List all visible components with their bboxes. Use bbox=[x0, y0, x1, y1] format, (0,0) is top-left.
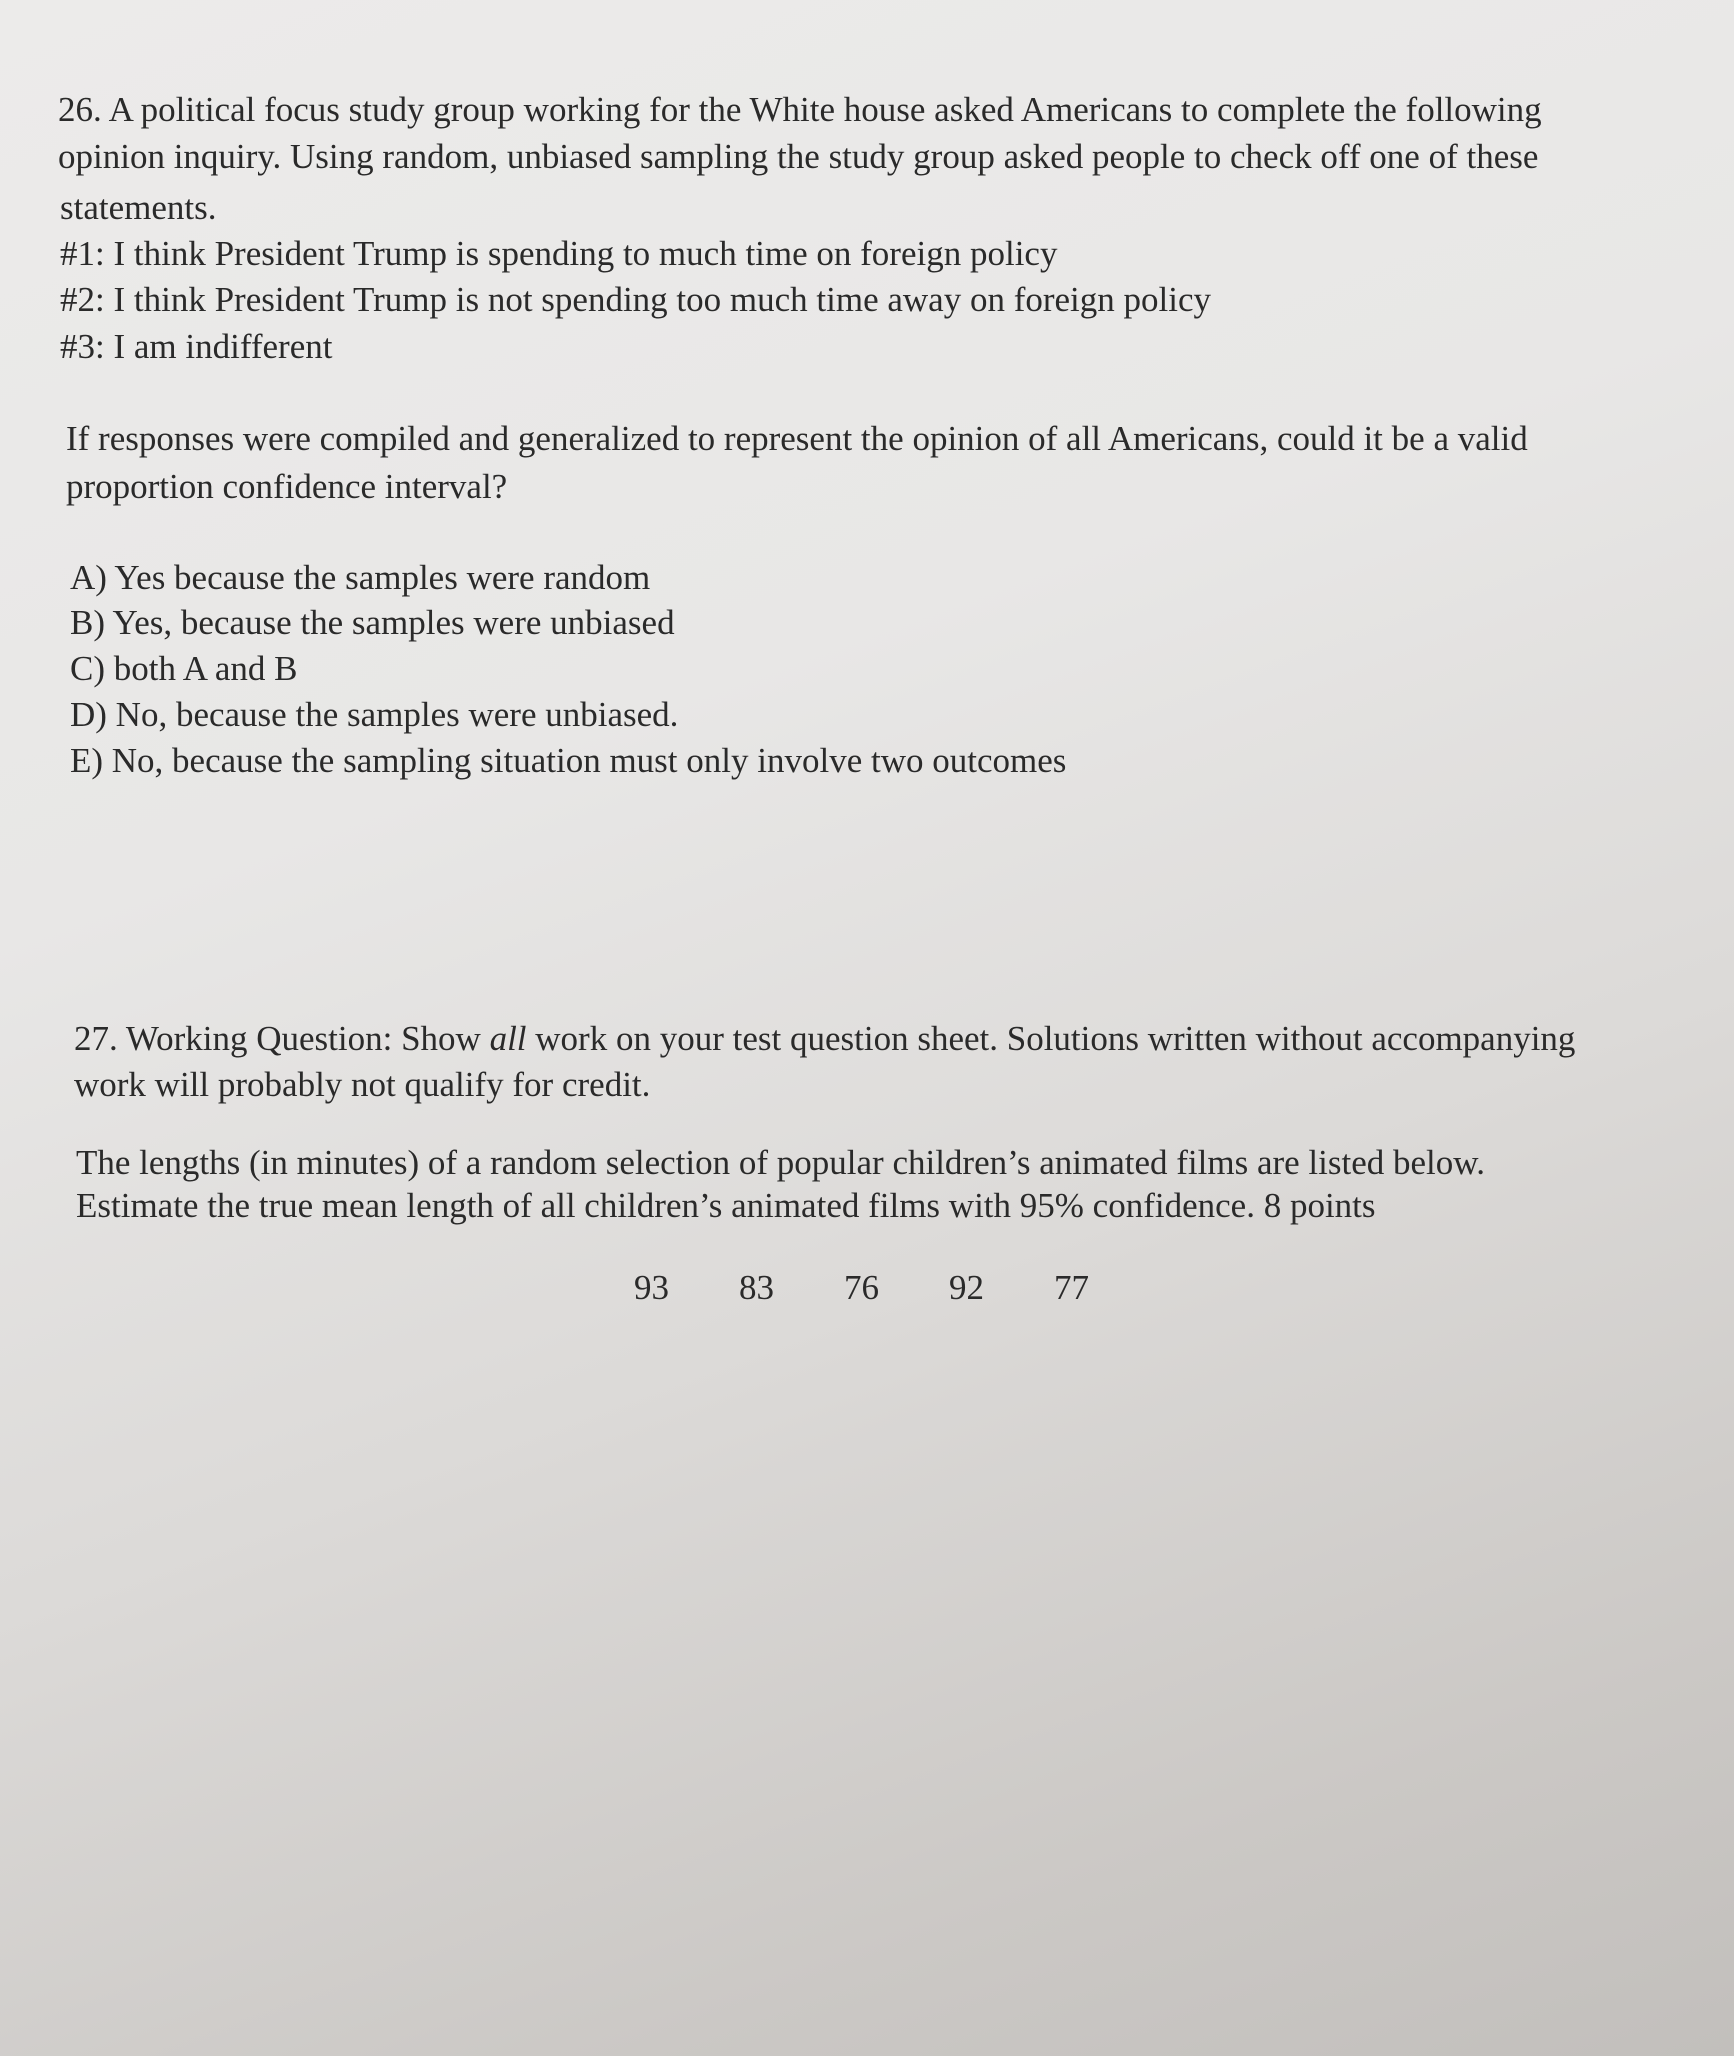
q27-intro-italic: all bbox=[489, 1019, 527, 1058]
q27-problem-line: The lengths (in minutes) of a random selection of popular children’s animated films are listed below. bbox=[76, 1143, 1486, 1182]
q26-choice-e: E) No, because the sampling situation must only involve two outcomes bbox=[70, 741, 1067, 780]
q26-stem-line: 26. A political focus study group working for the White house asked Americans to complete the following bbox=[58, 90, 1542, 129]
q26-choice-b: B) Yes, because the samples were unbiased bbox=[70, 603, 675, 642]
data-value: 77 bbox=[1054, 1268, 1089, 1307]
q27-intro-line2: work will probably not qualify for credit. bbox=[74, 1065, 651, 1104]
q26-choice-d: D) No, because the samples were unbiased. bbox=[70, 695, 679, 734]
q26-choice-a: A) Yes because the samples were random bbox=[70, 558, 651, 597]
q26-stem-line: statements. bbox=[60, 188, 217, 227]
data-value: 76 bbox=[844, 1268, 879, 1307]
data-value: 92 bbox=[949, 1268, 984, 1307]
q26-statement: #3: I am indifferent bbox=[60, 327, 333, 366]
data-value: 93 bbox=[634, 1268, 669, 1307]
q27-intro-suffix: work on your test question sheet. Solutions written without accompanying bbox=[526, 1019, 1576, 1058]
q26-statement: #2: I think President Trump is not spending too much time away on foreign policy bbox=[60, 280, 1212, 319]
q26-question-line: If responses were compiled and generalized to represent the opinion of all Americans, could it be a valid bbox=[66, 419, 1528, 458]
q27-data-values bbox=[634, 1268, 1159, 1308]
q26-question-line: proportion confidence interval? bbox=[66, 467, 508, 506]
q26-statement: #1: I think President Trump is spending to much time on foreign policy bbox=[60, 234, 1058, 273]
q26-choice-c: C) both A and B bbox=[70, 649, 298, 688]
q27-intro-prefix: 27. Working Question: Show bbox=[74, 1019, 490, 1058]
data-value: 83 bbox=[739, 1268, 774, 1307]
q26-stem-line: opinion inquiry. Using random, unbiased sampling the study group asked people to check off one of these bbox=[58, 137, 1539, 176]
q27-intro-line bbox=[74, 1021, 1575, 1056]
q27-problem-line: Estimate the true mean length of all children’s animated films with 95% confidence. 8 points bbox=[76, 1186, 1376, 1225]
